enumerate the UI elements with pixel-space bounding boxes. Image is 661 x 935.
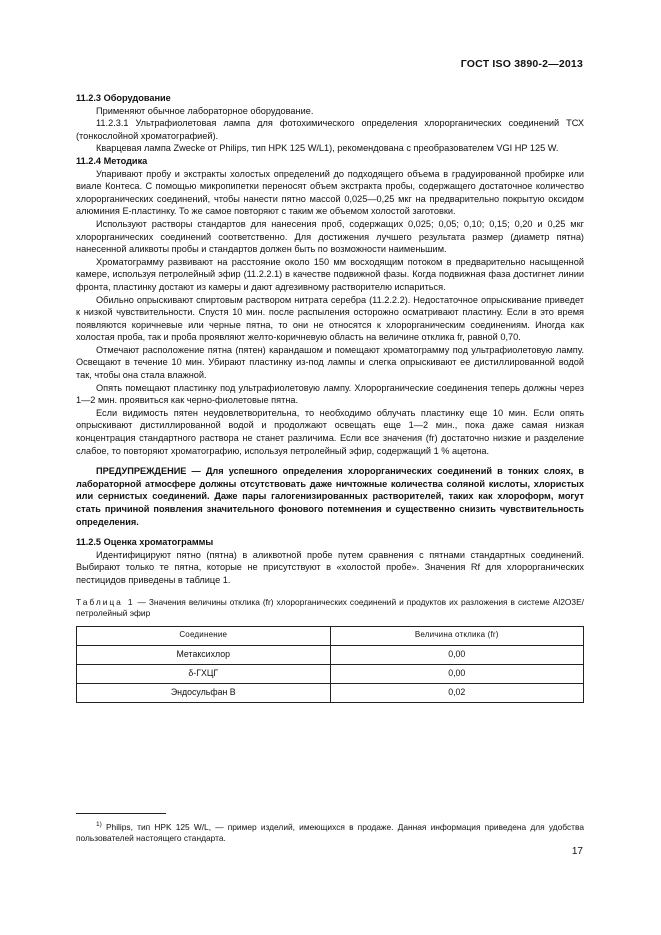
- document-body: [76, 92, 584, 703]
- value-cell: 0,02: [330, 683, 584, 702]
- paragraph: Хроматограмму развивают на расстояние около 150 мм восходящим потоком в предварительно насыщенной камере, используя петролейный эфир (11.2.2.1) в качестве подвижной фазы. Когда подвижная фаза достигнет линии фронта, пластинку достают из камеры и дают адгезивному растворителю испариться.: [76, 256, 584, 292]
- compound-cell: Эндосульфан В: [77, 683, 331, 702]
- footnote-divider: [76, 813, 166, 814]
- paragraph: Применяют обычное лабораторное оборудование.: [96, 105, 314, 116]
- table-header-row: [77, 626, 584, 645]
- table-label: Таблица 1: [76, 596, 135, 607]
- paragraph: Идентифицируют пятно (пятна) в аликвотной пробе путем сравнения с пятнами стандартных соединений. Выбирают только те пятна, которые не присутствуют в «холостой пробе». Значения Rf для хлорорганических пестицидов приведены в таблице 1.: [76, 549, 584, 585]
- column-header-compound: Соединение: [77, 626, 331, 645]
- table-row: [77, 664, 584, 683]
- footnote: [76, 819, 584, 845]
- value-cell: 0,00: [330, 664, 584, 683]
- table-caption: [76, 597, 584, 620]
- page-number: 17: [571, 846, 583, 857]
- paragraph: Используют растворы стандартов для нанесения проб, содержащих 0,025; 0,05; 0,10; 0,15; 0,20 и 0,25 мкг хлорорганических соединений соответственно. Для достижения лучшего результата размер (диаметр пятна) нанесенной аликвоты пробы и стандартов должен быть по возможности наименьшим.: [76, 218, 584, 255]
- column-header-value: Величина отклика (fr): [330, 626, 584, 645]
- paragraph: Упаривают пробу и экстракты холостых определений до подходящего объема в градуированной пробирке или виале Контеса. С помощью микропипетки переносят объем экстракта пробы, содержащего достаточное количество хлорорганических соединений, чтобы нанести пятно массой 0,025—0,25 мкг на предварительно покрытую оксидом алюминия Е-пластинку. То же самое повторяют с таким же объемом холостой заготовки.: [76, 168, 584, 217]
- value-cell: 0,00: [330, 645, 584, 664]
- section-11-2-3-title: 11.2.3 Оборудование: [76, 93, 171, 103]
- table-caption-text: — Значения величины отклика (fr) хлорорганических соединений и продуктов их разложения в системе Al2O3E/петролейный эфир: [76, 596, 584, 619]
- warning-paragraph: ПРЕДУПРЕЖДЕНИЕ — Для успешного определения хлорорганических соединений в тонких слоях, в лабораторной атмосфере должны отсутствовать даже ничтожные количества соляной кислоты, хлористых или сернистых соединений. Даже пары галогенизированных растворителей, таких как хлороформ, могут стать причиной появления значительного фонового потемнения и существенно снизить чувствительность определения.: [76, 466, 584, 527]
- paragraph: Опять помещают пластинку под ультрафиолетовую лампу. Хлорорганические соединения теперь должны через 1—2 мин. проявиться как черно-фиолетовые пятна.: [76, 382, 584, 406]
- response-table: [76, 626, 584, 703]
- paragraph: Если видимость пятен неудовлетворительна, то необходимо облучать пластинку еще 10 мин. Если опять опрыскивают дистиллированной водой и продолжают освещать еще 1—2 мин., пока даже самая низкая концентрация стандартного раствора не станет различима. Если все значения (fr) достаточно низкие и разделение слабое, то повторяют хроматографию, используя петролейный эфир, содержащий 1 % ацетона.: [76, 407, 584, 456]
- section-11-2-5-title: 11.2.5 Оценка хроматограммы: [76, 537, 214, 548]
- table-row: [77, 645, 584, 664]
- table-row: [77, 683, 584, 702]
- footnote-mark: 1): [96, 821, 102, 828]
- compound-cell: Метаксихлор: [77, 645, 331, 664]
- paragraph: Обильно опрыскивают спиртовым раствором нитрата серебра (11.2.2.2). Недостаточное опрыскивание приведет к низкой чувствительности. Спустя 10 мин. после распыления осторожно осматривают пластину. Если в это время появляются коричневые или черные пятна, то они не относятся к хлорорганическим соединениям. Иногда как холостая проба, так и проба проявляют желто-коричневую область на величине отклика fr, равной 0,70.: [76, 294, 584, 343]
- section-11-2-4-title: 11.2.4 Методика: [76, 155, 148, 166]
- paragraph: Кварцевая лампа Zwecke от Philips, тип HPK 125 W/L1), рекомендована с преобразователем VGI HP 125 W.: [96, 143, 559, 154]
- paragraph: Отмечают расположение пятна (пятен) карандашом и помещают хроматограмму под ультрафиолетовую лампу. Освещают в течение 10 мин. Убирают пластинку из-под лампы и слегка опрыскивают ее дистиллированной водой так, чтобы она стала влажной.: [76, 344, 584, 381]
- paragraph: 11.2.3.1 Ультрафиолетовая лампа для фотохимического определения хлорорганических соединений ТСХ (тонкослойной хроматографией).: [76, 118, 584, 141]
- standard-code-header: ГОСТ ISO 3890-2—2013: [460, 58, 583, 70]
- compound-cell: δ-ГХЦГ: [77, 664, 331, 683]
- footnote-text: Philips, тип HPK 125 W/L, — пример изделий, имеющихся в продаже. Данная информация приведена для удобства пользователей настоящего стандарта.: [76, 821, 585, 844]
